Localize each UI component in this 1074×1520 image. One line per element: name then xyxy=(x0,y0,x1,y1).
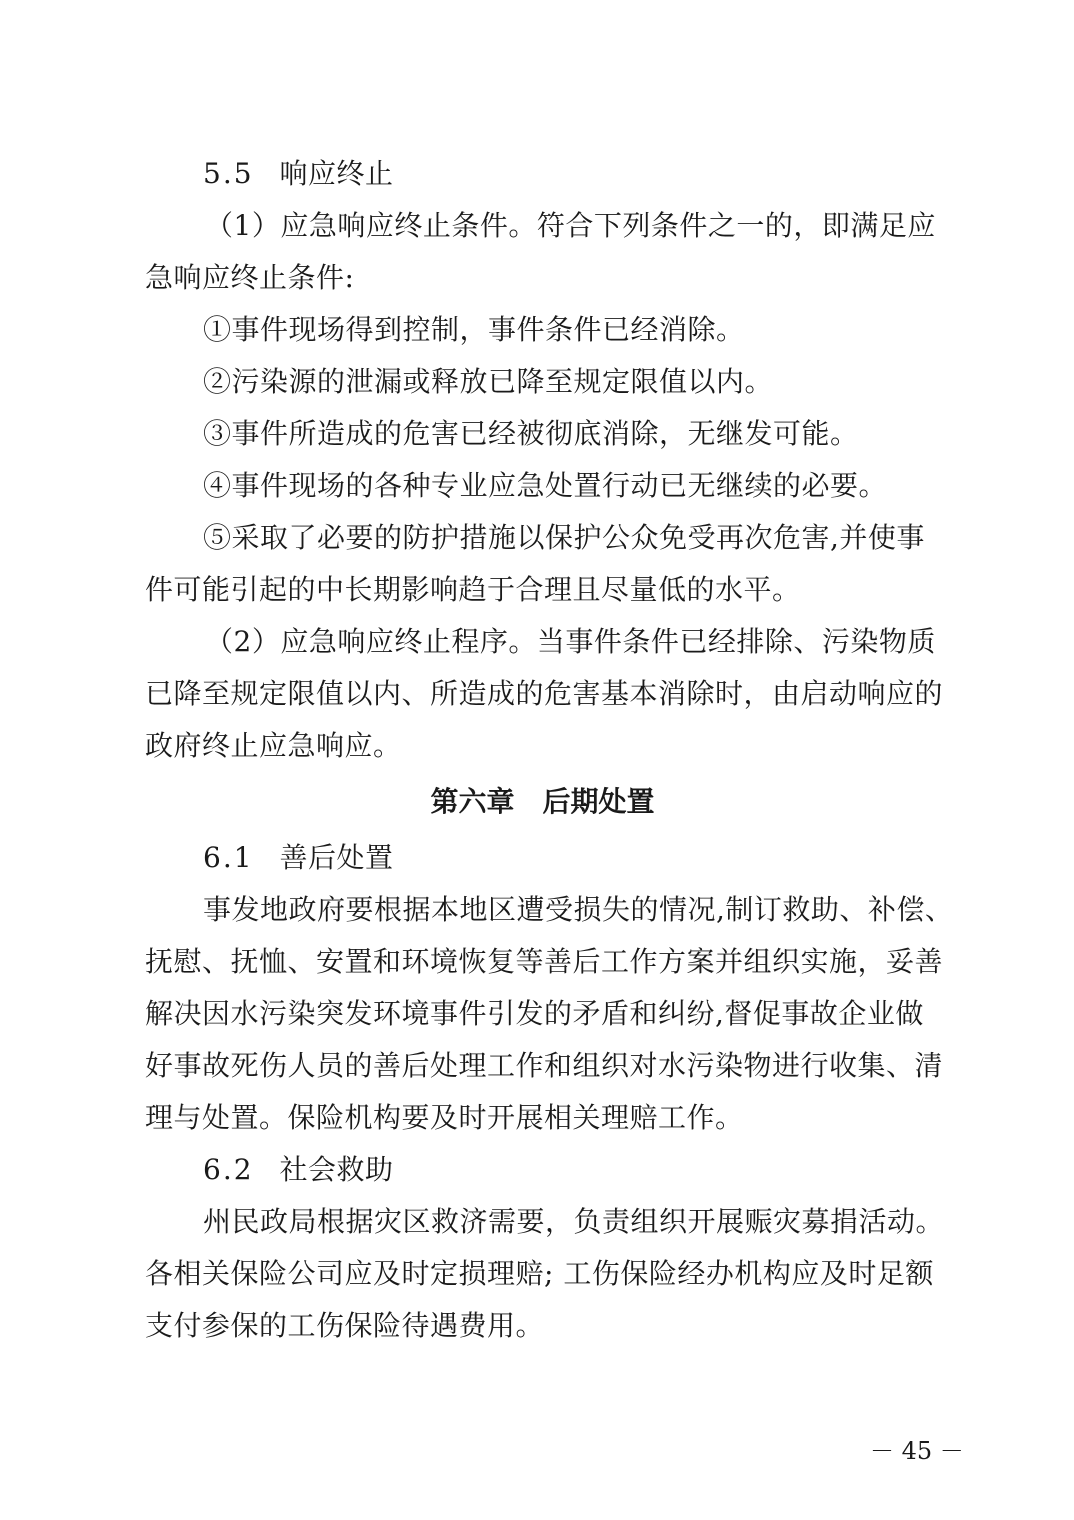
paragraph-line: 理与处置。保险机构要及时开展相关理赔工作。 xyxy=(145,1101,744,1134)
section-title: 善后处置 xyxy=(279,841,394,874)
paragraph-line: 好事故死伤人员的善后处理工作和组织对水污染物进行收集、清 xyxy=(145,1049,944,1082)
list-item: ④事件现场的各种专业应急处置行动已无继续的必要。 xyxy=(203,469,888,502)
paragraph-line: 解决因水污染突发环境事件引发的矛盾和纠纷,督促事故企业做 xyxy=(145,997,924,1030)
section-title: 响应终止 xyxy=(279,157,394,190)
chapter-title: 后期处置 xyxy=(542,785,655,818)
page-content xyxy=(145,148,954,1352)
section-number: 6.2 xyxy=(203,1153,254,1186)
paragraph-line: 急响应终止条件: xyxy=(145,261,355,294)
section-title: 社会救助 xyxy=(279,1153,394,1186)
paragraph-line: 各相关保险公司应及时定损理赔; 工伤保险经办机构应及时足额 xyxy=(145,1257,934,1290)
paragraph-line: 州民政局根据灾区救济需要，负责组织开展赈灾募捐活动。 xyxy=(203,1205,945,1238)
section-number: 6.1 xyxy=(203,841,254,874)
chapter-number: 第六章 xyxy=(430,785,515,818)
paragraph-line: （2）应急响应终止程序。当事件条件已经排除、污染物质 xyxy=(205,625,936,658)
paragraph-line: 政府终止应急响应。 xyxy=(145,729,402,762)
page-number: － 45 － xyxy=(870,1437,964,1465)
paragraph-line: 件可能引起的中长期影响趋于合理且尽量低的水平。 xyxy=(145,573,801,606)
list-item: ③事件所造成的危害已经被彻底消除，无继发可能。 xyxy=(203,417,859,450)
list-item: ⑤采取了必要的防护措施以保护公众免受再次危害,并使事 xyxy=(203,521,925,554)
list-item: ②污染源的泄漏或释放已降至规定限值以内。 xyxy=(203,365,774,398)
chapter-heading xyxy=(145,772,940,832)
paragraph-line: 事发地政府要根据本地区遭受损失的情况,制订救助、补偿、 xyxy=(203,893,954,926)
list-item: ①事件现场得到控制，事件条件已经消除。 xyxy=(203,313,745,346)
paragraph-line: 抚慰、抚恤、安置和环境恢复等善后工作方案并组织实施，妥善 xyxy=(145,945,944,978)
section-6-2-heading xyxy=(145,1144,940,1196)
paragraph-line: 已降至规定限值以内、所造成的危害基本消除时，由启动响应的 xyxy=(145,677,944,710)
section-6-1-heading xyxy=(145,832,940,884)
section-5-5-heading xyxy=(145,148,940,200)
section-number: 5.5 xyxy=(203,157,254,190)
paragraph-line: （1）应急响应终止条件。符合下列条件之一的，即满足应 xyxy=(205,209,936,242)
paragraph-line: 支付参保的工伤保险待遇费用。 xyxy=(145,1309,545,1342)
